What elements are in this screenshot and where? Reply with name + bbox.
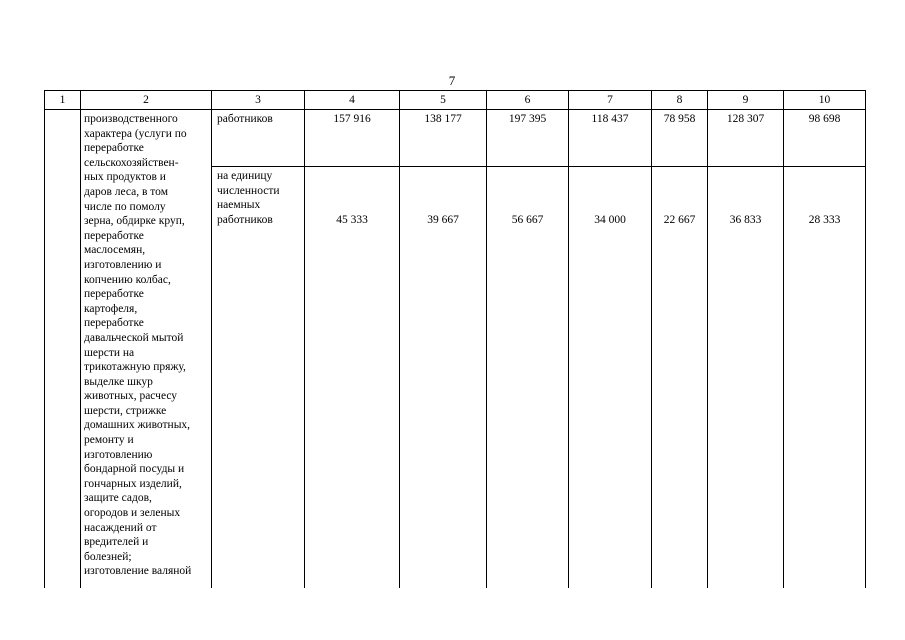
description-line: переработке [84,288,144,301]
description-line: изготовлению [84,448,153,461]
value-cell: 78 958 [652,110,708,167]
column-header: 9 [708,91,784,110]
column-header: 5 [400,91,487,110]
description-line: копчению колбас, [84,273,171,286]
description-line: изготовление валяной [84,565,192,578]
value-cell [305,167,400,589]
description-line: шерсти на [84,346,135,359]
value-text: 36 833 [729,213,762,226]
description-line: переработке [84,142,144,155]
column-header: 10 [784,91,866,110]
description-cell [81,110,212,589]
table-row [45,110,866,167]
column-header: 4 [305,91,400,110]
value-cell [487,167,569,589]
description-line: гончарных изделий, [84,477,182,490]
description-line: давальческой мытой [84,331,184,344]
value-cell [708,167,784,589]
description-line: ных продуктов и [84,171,166,184]
value-text: 22 667 [663,213,696,226]
description-line: характера (услуги по [84,127,187,140]
description-line: изготовлению и [84,258,162,271]
description-line: числе по помолу [84,200,166,213]
description-line: зерна, обдирке круп, [84,215,185,228]
description-line: даров леса, в том [84,185,168,198]
description-line: животных, расчесу [84,390,178,403]
description-line: сельскохозяйствен- [84,156,179,169]
column-header: 6 [487,91,569,110]
description-line: насаждений от [84,521,157,534]
description-line: выделке шкур [84,375,153,388]
description-line: шерсти, стрижке [84,404,167,417]
value-cell [784,167,866,589]
value-cell: 197 395 [487,110,569,167]
description-line: бондарной посуды и [84,463,185,476]
value-cell [652,167,708,589]
data-table [44,90,866,588]
value-text: 28 333 [808,213,841,226]
value-text: 56 667 [511,213,544,226]
value-text: 45 333 [336,213,368,226]
description-line: картофеля, [84,302,138,315]
unit-text: наемных [217,199,261,212]
unit-cell [212,110,305,167]
unit-cell [212,167,305,589]
value-cell [569,167,652,589]
column-header: 2 [81,91,212,110]
description-line: болезней; [84,550,132,563]
value-text: 34 000 [594,213,626,226]
description-line: переработке [84,317,144,330]
unit-text: работников [217,213,273,226]
description-line: переработке [84,229,144,242]
description-line: трикотажную пряжу, [84,361,186,374]
value-cell: 157 916 [305,110,400,167]
description-line: ремонту и [84,434,134,447]
header-row [45,91,866,110]
column-header: 8 [652,91,708,110]
description-line: домашних животных, [84,419,191,432]
description-line: защите садов, [84,492,152,505]
value-text: 39 667 [427,213,459,226]
column-header: 7 [569,91,652,110]
description-line: огородов и зеленых [84,507,181,520]
value-cell: 138 177 [400,110,487,167]
value-cell: 128 307 [708,110,784,167]
unit-text: на единицу [217,170,273,182]
description-line: маслосемян, [84,244,146,257]
value-cell: 98 698 [784,110,866,167]
value-cell: 118 437 [569,110,652,167]
description-line: вредителей и [84,536,149,549]
unit-text: численности [217,184,280,197]
row-number-cell [45,110,81,589]
page-number: 7 [448,73,456,88]
unit-text: работников [217,113,273,125]
column-header: 3 [212,91,305,110]
value-cell [400,167,487,589]
column-header: 1 [45,91,81,110]
description-line: производственного [84,113,178,125]
